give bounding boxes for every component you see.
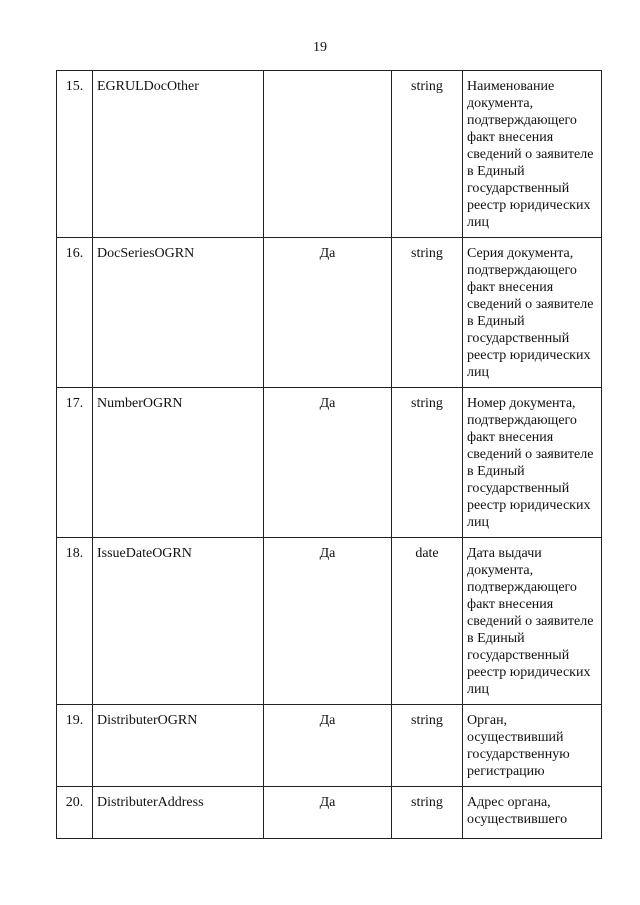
table-row [57,538,602,705]
field-name: IssueDateOGRN [93,538,264,705]
row-number: 16. [57,238,93,388]
field-required: Да [264,388,392,538]
field-description: Дата выдачи документа, подтверждающего факт внесения сведений о заявителе в Единый государственный реестр юридических лиц [463,538,602,705]
row-number: 20. [57,787,93,839]
field-description: Серия документа, подтверждающего факт внесения сведений о заявителе в Единый государственный реестр юридических лиц [463,238,602,388]
table-row [57,238,602,388]
field-type: string [392,705,463,787]
field-type: string [392,71,463,238]
field-name: DocSeriesOGRN [93,238,264,388]
field-type: string [392,238,463,388]
field-description: Наименование документа, подтверждающего факт внесения сведений о заявителе в Единый государственный реестр юридических лиц [463,71,602,238]
row-number: 19. [57,705,93,787]
field-description: Адрес органа, осуществившего [463,787,602,839]
fields-table [56,70,602,839]
page-number: 19 [313,40,327,55]
table-row [57,787,602,839]
field-description: Номер документа, подтверждающего факт внесения сведений о заявителе в Единый государственный реестр юридических лиц [463,388,602,538]
field-required: Да [264,705,392,787]
field-required [264,71,392,238]
field-name: NumberOGRN [93,388,264,538]
row-number: 18. [57,538,93,705]
field-type: string [392,388,463,538]
field-name: DistributerAddress [93,787,264,839]
table-row [57,71,602,238]
field-type: string [392,787,463,839]
table-row [57,388,602,538]
field-required: Да [264,238,392,388]
row-number: 17. [57,388,93,538]
field-type: date [392,538,463,705]
table-row [57,705,602,787]
row-number: 15. [57,71,93,238]
field-name: DistributerOGRN [93,705,264,787]
field-required: Да [264,787,392,839]
field-description: Орган, осуществивший государственную регистрацию [463,705,602,787]
field-required: Да [264,538,392,705]
field-name: EGRULDocOther [93,71,264,238]
